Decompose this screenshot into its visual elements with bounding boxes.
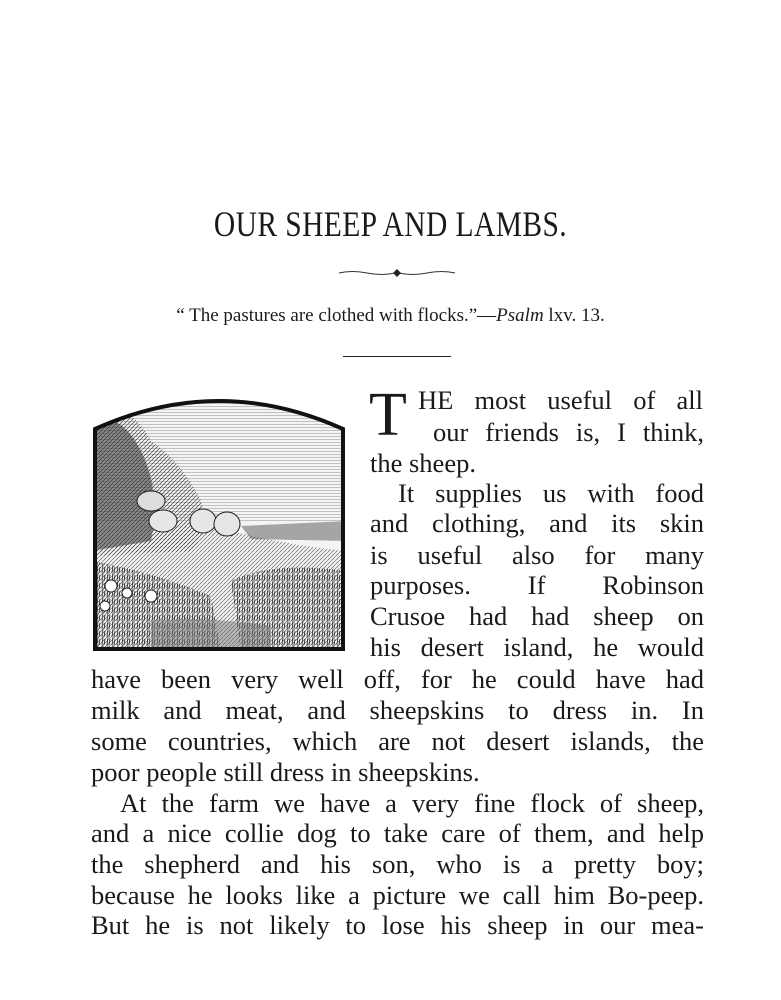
- text-line: purposes. If Robinson: [370, 570, 704, 600]
- text-line: milk and meat, and sheepskins to dress in. In: [91, 695, 704, 725]
- text-line: our friends is, I think,: [433, 417, 704, 447]
- epigraph-source: Psalm: [496, 305, 544, 326]
- sheep-pasture-engraving: [91, 381, 347, 653]
- text-line: some countries, which are not desert islands, the: [91, 726, 704, 756]
- epigraph-reference: lxv. 13.: [543, 305, 605, 326]
- text-line: Crusoe had had sheep on: [370, 601, 704, 631]
- text-line: his desert island, he would: [370, 632, 704, 662]
- epigraph: [0, 305, 781, 327]
- text-line: the shepherd and his son, who is a pretty boy;: [91, 849, 704, 879]
- text-line: At the farm we have a very fine flock of sheep,: [120, 788, 704, 818]
- text-line: But he is not likely to lose his sheep in our mea-: [91, 910, 704, 940]
- section-rule: [343, 356, 451, 357]
- text-line: It supplies us with food: [398, 478, 704, 508]
- epigraph-quote: “ The pastures are clothed with flocks.”—: [176, 305, 497, 326]
- text-line: is useful also for many: [370, 540, 704, 570]
- drop-cap: T: [369, 381, 407, 449]
- text-line: because he looks like a picture we call him Bo-peep.: [91, 880, 704, 910]
- text-line: the sheep.: [370, 448, 476, 478]
- chapter-title: OUR SHEEP AND LAMBS.: [213, 204, 568, 244]
- title-ornament: [337, 266, 457, 280]
- text-line: and a nice collie dog to take care of them, and help: [91, 818, 704, 848]
- text-line: HE most useful of all: [418, 385, 703, 415]
- text-line: poor people still dress in sheepskins.: [91, 757, 480, 787]
- text-line: and clothing, and its skin: [370, 508, 704, 538]
- text-line: have been very well off, for he could have had: [91, 664, 704, 694]
